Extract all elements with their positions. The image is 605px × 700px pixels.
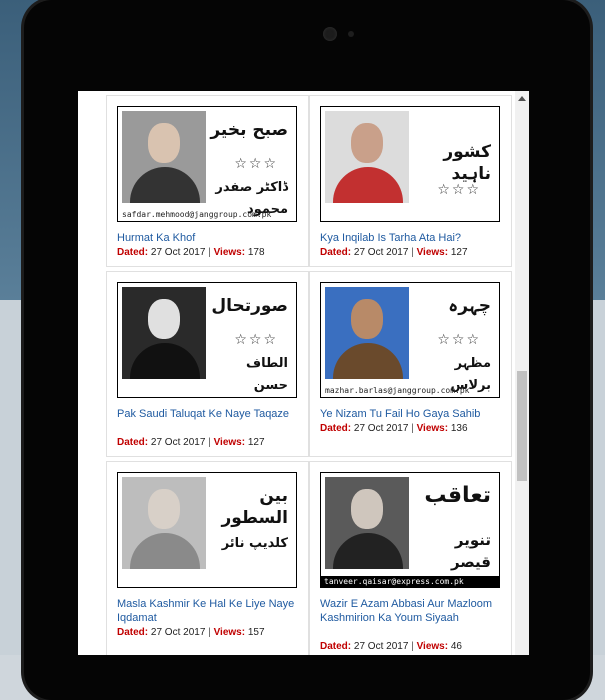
article-date: 27 Oct 2017 [150, 437, 206, 448]
article-date: 27 Oct 2017 [150, 247, 206, 258]
columnist-photo [325, 477, 409, 569]
separator: | [411, 641, 414, 652]
article-card[interactable] [309, 461, 512, 655]
column-name: چہرہ [448, 296, 491, 316]
columnist-thumbnail[interactable] [320, 106, 500, 222]
views-label: Views: [416, 423, 449, 434]
scrollbar-thumb[interactable] [517, 371, 527, 481]
views-count: 157 [247, 627, 265, 638]
article-card[interactable] [106, 95, 309, 267]
separator: | [208, 437, 211, 448]
views-label: Views: [213, 247, 246, 258]
author-email: mazhar.barlas@janggroup.com.pk [325, 386, 470, 395]
views-count: 127 [247, 437, 265, 448]
column-name: صورتحال [211, 296, 288, 316]
columnist-thumbnail[interactable] [117, 106, 297, 222]
views-label: Views: [213, 437, 246, 448]
article-date: 27 Oct 2017 [353, 423, 409, 434]
columnist-thumbnail[interactable] [320, 472, 500, 588]
column-name: صبح بخیر [210, 120, 288, 140]
article-card[interactable] [309, 271, 512, 457]
columnist-thumbnail[interactable] [117, 472, 297, 588]
article-meta [320, 247, 468, 258]
article-title-link[interactable]: Wazir E Azam Abbasi Aur Mazloom Kashmirion Ka Youm Siyaah [320, 598, 492, 624]
article-title-link[interactable]: Pak Saudi Taluqat Ke Naye Taqaze [117, 408, 290, 420]
article-date: 27 Oct 2017 [353, 247, 409, 258]
dated-label: Dated: [320, 423, 352, 434]
views-label: Views: [213, 627, 246, 638]
column-name: کشور ناہید [443, 142, 491, 184]
stars-icon: ☆☆☆ [234, 155, 278, 171]
views-label: Views: [416, 247, 449, 258]
dated-label: Dated: [117, 437, 149, 448]
article-title-link[interactable]: Kya Inqilab Is Tarha Ata Hai? [320, 232, 462, 244]
article-meta [320, 641, 462, 652]
views-count: 46 [450, 641, 462, 652]
views-label: Views: [416, 641, 449, 652]
dated-label: Dated: [117, 247, 149, 258]
separator: | [208, 627, 211, 638]
article-meta [320, 423, 468, 434]
views-count: 178 [247, 247, 265, 258]
camera-icon [323, 27, 337, 41]
columnist-thumbnail[interactable] [117, 282, 297, 398]
columnist-thumbnail[interactable] [320, 282, 500, 398]
author-name: الطاف حسن [246, 356, 288, 393]
article-title-link[interactable]: Masla Kashmir Ke Hal Ke Liye Naye Iqdamat [117, 598, 295, 624]
column-name: بین السطور [221, 486, 288, 528]
author-name: تنویر قیصر [450, 531, 491, 571]
separator: | [411, 423, 414, 434]
separator: | [208, 247, 211, 258]
stars-icon: ☆☆☆ [437, 331, 481, 347]
article-date: 27 Oct 2017 [150, 627, 206, 638]
article-meta [117, 247, 265, 258]
columnist-photo [122, 287, 206, 379]
column-name: تعاقب [424, 483, 491, 508]
article-meta [117, 437, 265, 448]
author-name: کلدیپ نائر [221, 536, 288, 551]
views-count: 127 [450, 247, 468, 258]
author-name: مظہر برلاس [450, 356, 491, 393]
sensor-icon [348, 31, 354, 37]
dated-label: Dated: [117, 627, 149, 638]
vertical-scrollbar[interactable] [515, 91, 529, 655]
author-name: ڈاکٹر صفدر محمود [215, 180, 288, 217]
author-email: tanveer.qaisar@express.com.pk [321, 576, 499, 587]
dated-label: Dated: [320, 641, 352, 652]
columnist-photo [122, 111, 206, 203]
stars-icon: ☆☆☆ [234, 331, 278, 347]
article-title-link[interactable]: Ye Nizam Tu Fail Ho Gaya Sahib [320, 408, 481, 420]
article-date: 27 Oct 2017 [353, 641, 409, 652]
article-title-link[interactable]: Hurmat Ka Khof [117, 232, 196, 244]
columnist-photo [325, 287, 409, 379]
tablet-screen [78, 91, 529, 655]
views-count: 136 [450, 423, 468, 434]
author-email: safdar.mehmood@janggroup.com.pk [122, 210, 272, 219]
article-card[interactable] [309, 95, 512, 267]
article-meta [117, 627, 265, 638]
scroll-up-arrow-icon[interactable] [518, 96, 526, 101]
stars-icon: ☆☆☆ [437, 181, 481, 197]
separator: | [411, 247, 414, 258]
article-card[interactable] [106, 271, 309, 457]
dated-label: Dated: [320, 247, 352, 258]
article-card[interactable] [106, 461, 309, 655]
columnist-photo [122, 477, 206, 569]
columnist-photo [325, 111, 409, 203]
